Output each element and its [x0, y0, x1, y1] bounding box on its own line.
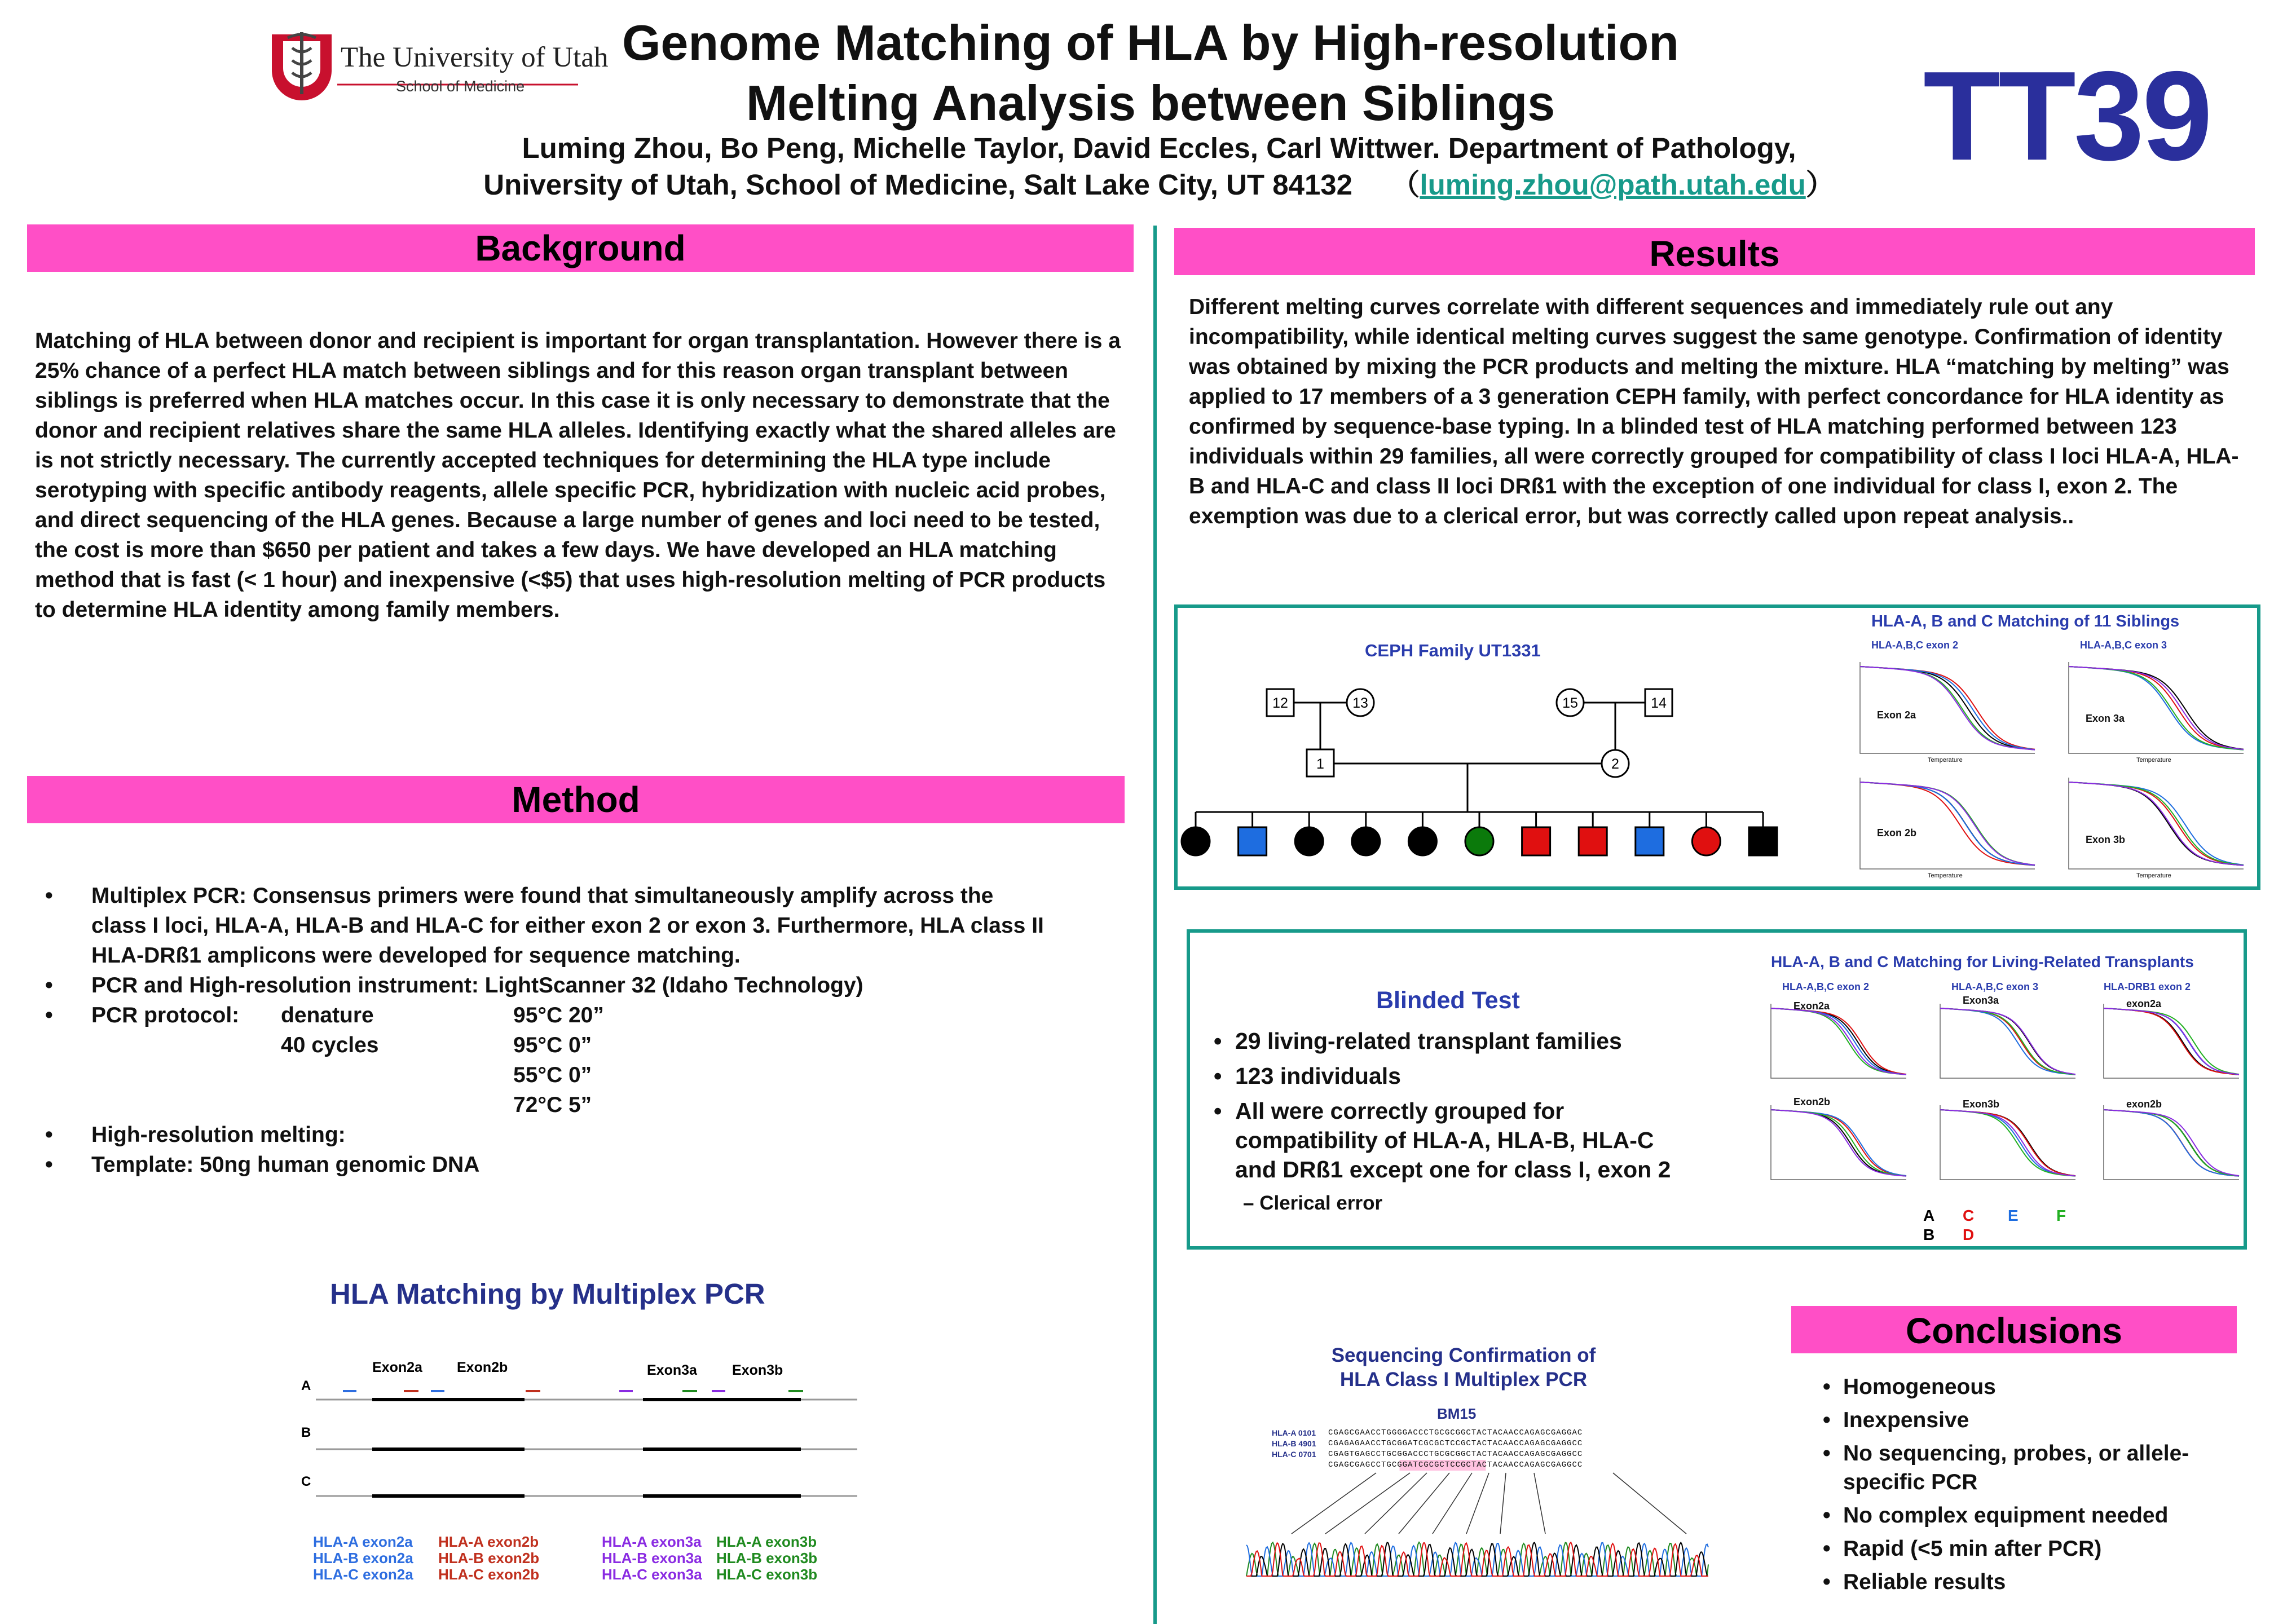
background-heading: Background — [27, 224, 1134, 272]
panel-label: Exon 2b — [1877, 827, 1917, 839]
sequencing-title-line-1: Sequencing Confirmation of — [1331, 1344, 1596, 1366]
sequencing-figure — [1241, 1342, 1726, 1579]
melt-curve — [1860, 782, 2035, 865]
legend-item: HLA-A exon3a — [602, 1533, 702, 1550]
legend-a: A — [1923, 1207, 1935, 1224]
transplant-panel-3 — [2081, 995, 2245, 1091]
family-title: CEPH Family UT1331 — [1365, 641, 1541, 660]
plot-axes — [2069, 778, 2244, 869]
panel-label: Exon3b — [1963, 1098, 2000, 1110]
legend-item: HLA-B exon2b — [438, 1550, 540, 1566]
melt-curve — [1771, 1008, 1906, 1074]
panel-label: Exon2a — [1793, 1000, 1830, 1012]
email-link[interactable]: luming.zhou@path.utah.edu — [1420, 169, 1806, 201]
melt-curves — [1837, 769, 2041, 881]
melt-panel-exon3b — [2046, 769, 2249, 881]
melt-curve — [1860, 667, 2035, 749]
legend-col-exon3a — [602, 1534, 702, 1583]
results-heading: Results — [1174, 228, 2255, 275]
melt-curve — [2104, 1008, 2239, 1075]
authors-line-1: Luming Zhou, Bo Peng, Michelle Taylor, David Eccles, Carl Wittwer. Department of Pathology, — [522, 132, 1796, 164]
blinded-subitem: – Clerical error — [1243, 1192, 1383, 1214]
plot-axes — [2104, 1105, 2239, 1180]
melt-curve — [2069, 782, 2244, 865]
melt-curve — [2069, 782, 2244, 865]
melt-curve — [1771, 1008, 1906, 1075]
university-logo — [271, 31, 609, 104]
method-item-1: • Multiplex PCR: Consensus primers were found that simultaneously amplify across the class I loci, HLA-A, HLA-B and HLA-C for either exon 2 or exon 3. Furthermore, HLA class II HLA-DRß1 amplicons were developed for sequence matching. — [45, 884, 1044, 968]
melt-curve — [1940, 1110, 2075, 1176]
melt-curve — [2104, 1110, 2239, 1176]
legend-e: E — [2008, 1207, 2019, 1224]
plot-axes — [1860, 778, 2035, 869]
poster-id: TT39 — [1923, 45, 2211, 187]
melt-curve — [2069, 667, 2244, 750]
transplant-chart-title: HLA-A, B and C Matching for Living-Related Transplants — [1771, 953, 2194, 970]
x-axis-label: Temperature — [2136, 872, 2171, 879]
pedigree-label-12: 12 — [1272, 695, 1288, 711]
multiplex-figure — [293, 1272, 880, 1593]
sibling-circle — [1182, 827, 1210, 855]
melt-curve — [2104, 1008, 2239, 1074]
method-item-5: • Template: 50ng human genomic DNA — [45, 1153, 480, 1177]
authors — [440, 130, 1878, 203]
pcr-protocol: PCR protocol: denature 95°C 20” 40 cycles 95°C 0” 55°C 0” 72°C 5” — [91, 1003, 604, 1117]
legend-col-exon3b — [716, 1534, 817, 1583]
email-open-paren: （ — [1391, 169, 1420, 201]
affiliation: University of Utah, School of Medicine, Salt Lake City, UT 84132 — [483, 169, 1353, 201]
legend-d: D — [1963, 1226, 1975, 1243]
melt-panel-exon2a — [1837, 653, 2041, 766]
melt-curve — [2069, 782, 2244, 866]
legend-item: HLA-A exon2b — [438, 1533, 539, 1550]
exon-blocks — [372, 1400, 801, 1496]
legend-f: F — [2056, 1207, 2066, 1224]
siblings-sub-exon2: HLA-A,B,C exon 2 — [1871, 639, 1959, 651]
results-text: Different melting curves correlate with different sequences and immediately rule out any incompatibility, while identical melting curves suggest the same genotype. Confirmation of identity was obtained by mixing the PCR products and melting the mixture. HLA “matching by melting” was applied to 17 members of a 3 generation CEPH family, with perfect concordance for HLA identity as confirmed by sequence-base typing. In a blinded test of HLA matching performed between 123 individuals within 29 families, all were correctly grouped for compatibility of class I loci HLA-A, HLA-B and HLA-C and class II loci DRß1 with the exception of one individual for class I, exon 2. The exemption was due to a clerical error, but was correctly called upon repeat analysis.. — [1189, 295, 2239, 528]
conclusion-item: • Inexpensive — [1823, 1408, 1969, 1432]
sibling-circle — [1295, 827, 1323, 855]
sequencing-title-line-2: HLA Class I Multiplex PCR — [1339, 1369, 1588, 1391]
exon3a-label: Exon3a — [647, 1362, 697, 1378]
conclusions-list — [1823, 1373, 2240, 1601]
university-name: The University of Utah — [341, 42, 609, 73]
pedigree-label-2: 2 — [1611, 756, 1619, 772]
plot-axes — [1771, 1004, 1906, 1078]
melt-curves — [2046, 653, 2249, 766]
sample-id: BM15 — [1437, 1405, 1477, 1422]
plot-axes — [1940, 1105, 2075, 1180]
row-a-label: A — [301, 1378, 311, 1393]
sequence-alignment — [1272, 1428, 1583, 1471]
melt-curves — [1918, 995, 2081, 1091]
plot-axes — [1771, 1105, 1906, 1180]
exon3b-label: Exon3b — [732, 1362, 783, 1378]
melt-curve — [1860, 667, 2035, 750]
conclusion-item: • No sequencing, probes, or allele-specific PCR — [1823, 1441, 2189, 1494]
alignment-row: HLA-A 0101 CGAGCGAACCTGGGGACCCTGCGCGGCTACTACAACCAGAGCGAGGAC — [1272, 1428, 1583, 1437]
method-list — [45, 881, 1105, 1180]
pedigree-diagram — [1178, 608, 1826, 890]
sibling-circle — [1408, 827, 1436, 855]
column-divider — [1153, 226, 1157, 1624]
blinded-list — [1214, 1026, 1699, 1218]
legend-b: B — [1923, 1226, 1935, 1243]
melt-curve — [1771, 1008, 1906, 1075]
column-header-exon2: HLA-A,B,C exon 2 — [1782, 981, 1870, 992]
alignment-row: CGAGCGAGCCTGCGGATCGCGCTCCGCTACTACAACCAGAGCGAGGCC — [1328, 1460, 1583, 1469]
melt-curve — [1771, 1110, 1906, 1176]
blinded-item-3: • All were correctly grouped for compatibility of HLA-A, HLA-B, HLA-C and DRß1 except one for class I, exon 2 — [1214, 1098, 1671, 1182]
legend-item: HLA-B exon2a — [313, 1550, 413, 1566]
row-b-label: B — [301, 1425, 311, 1440]
multiplex-title: HLA Matching by Multiplex PCR — [330, 1278, 765, 1310]
melt-curves — [1748, 1096, 1912, 1192]
melt-curve — [2069, 782, 2244, 866]
melt-curve — [1860, 667, 2035, 749]
exon2b-label: Exon2b — [457, 1360, 508, 1375]
melt-curve — [2069, 667, 2244, 749]
legend-item: HLA-C exon3a — [602, 1566, 702, 1583]
melt-curves — [2046, 769, 2249, 881]
conclusion-item: • Rapid (<5 min after PCR) — [1823, 1537, 2102, 1561]
transplant-panel-2 — [1918, 995, 2081, 1091]
column-header-drb1: HLA-DRB1 exon 2 — [2104, 981, 2191, 992]
legend-item: HLA-C exon2a — [313, 1566, 413, 1583]
transplant-panel-5 — [1918, 1096, 2081, 1192]
melt-curves — [2081, 1096, 2245, 1192]
melt-curves — [1918, 1096, 2081, 1192]
method-item-3: • PCR protocol: denature 95°C 20” 40 cycles 95°C 0” 55°C 0” 72°C 5” — [45, 1000, 1105, 1120]
panel-label: Exon 3a — [2086, 713, 2125, 724]
title-line-2: Melting Analysis between Siblings — [746, 75, 1555, 131]
sibling-square — [1522, 827, 1550, 855]
legend-item: HLA-C exon3b — [716, 1566, 818, 1583]
pedigree-label-1: 1 — [1316, 756, 1324, 772]
blinded-test-box — [1187, 929, 2247, 1250]
legend-c: C — [1963, 1207, 1975, 1224]
legend-col-exon2a — [313, 1534, 413, 1583]
melt-curve — [1771, 1008, 1906, 1074]
alignment-row: HLA-C 0701 CGAGTGAGCCTGCGGACCCTGCGCGGCTACTACAACCAGAGCGAGGCC — [1272, 1450, 1583, 1459]
melt-curve — [2069, 667, 2244, 749]
legend-item: HLA-B exon3a — [602, 1550, 702, 1566]
plot-axes — [2069, 662, 2244, 753]
melt-curve — [2104, 1110, 2239, 1176]
background-text: Matching of HLA between donor and recipient is important for organ transplantation. However there is a 25% chance of a perfect HLA match between siblings and for this reason organ transplant between siblings is preferred when HLA matches occur. In this case it is only necessary to demonstrate that the donor and recipient relatives share the same HLA alleles. Identifying exactly what the shared alleles are is not strictly necessary. The currently accepted techniques for determining the HLA type include serotyping with specific antibody reagents, allele specific PCR, hybridization with nucleic acid probes, and direct sequencing of the HLA genes. Because a large number of genes and loci need to be tested, the cost is more than $650 per patient and takes a few days. We have developed an HLA matching method that is fast (< 1 hour) and inexpensive (<$5) that uses high-resolution melting of PCR products to determine HLA identity among family members. — [35, 329, 1121, 622]
sibling-square — [1579, 827, 1607, 855]
conclusions-heading: Conclusions — [1791, 1306, 2237, 1353]
siblings-title: HLA-A, B and C Matching of 11 Siblings — [1871, 612, 2180, 630]
pedigree-label-15: 15 — [1562, 695, 1578, 711]
melt-curve — [1860, 667, 2035, 749]
panel-label: Exon 2a — [1877, 709, 1916, 721]
transplant-panel-1 — [1748, 995, 1912, 1091]
chromatogram — [1241, 1472, 1726, 1579]
transplant-panel-6 — [2081, 1096, 2245, 1192]
panel-label: Exon 3b — [2086, 834, 2126, 845]
x-axis-label: Temperature — [2136, 757, 2171, 764]
transplant-panel-4 — [1748, 1096, 1912, 1192]
plot-axes — [1940, 1004, 2075, 1078]
poster-title — [615, 12, 1686, 133]
melt-panel-exon3a — [2046, 653, 2249, 766]
melt-curve — [2069, 782, 2244, 865]
sibling-square — [1749, 827, 1777, 855]
legend-item: HLA-B exon3b — [716, 1550, 818, 1566]
legend-col-exon2b — [438, 1534, 539, 1583]
method-heading: Method — [27, 776, 1125, 823]
melt-curve — [2104, 1110, 2239, 1176]
x-axis-label: Temperature — [1928, 757, 1963, 764]
conclusion-item: • Homogeneous — [1823, 1375, 1996, 1399]
melt-curve — [2069, 667, 2244, 749]
sibling-symbols — [1182, 812, 1777, 855]
melt-curve — [1860, 667, 2035, 750]
melt-curve — [2104, 1008, 2239, 1075]
row-c-label: C — [301, 1474, 311, 1489]
exon2a-label: Exon2a — [372, 1360, 422, 1375]
legend-item: HLA-A exon3b — [716, 1533, 817, 1550]
melt-curve — [2104, 1008, 2239, 1074]
melt-panel-exon2b — [1837, 769, 2041, 881]
blinded-item-2: • 123 individuals — [1214, 1063, 1401, 1089]
panel-label: exon2a — [2126, 998, 2162, 1009]
panel-label: Exon2b — [1793, 1096, 1831, 1107]
title-line-1: Genome Matching of HLA by High-resolution — [622, 15, 1680, 70]
melt-curve — [1771, 1008, 1906, 1075]
email-close-paren: ） — [1805, 169, 1835, 201]
siblings-sub-exon3: HLA-A,B,C exon 3 — [2080, 639, 2167, 651]
blinded-item-1: • 29 living-related transplant families — [1214, 1028, 1622, 1054]
melt-curves — [1748, 995, 1912, 1091]
conclusion-item: • Reliable results — [1823, 1570, 2006, 1594]
panel-label: Exon3a — [1963, 995, 1999, 1006]
alignment-row: HLA-B 4901 CGAGAGAACCTGCGGATCGCGCTCCGCTACTACAACCAGAGCGAGGCC — [1272, 1439, 1583, 1448]
blinded-title: Blinded Test — [1376, 987, 1520, 1014]
sibling-square — [1636, 827, 1664, 855]
plot-axes — [2104, 1004, 2239, 1078]
method-item-2: • PCR and High-resolution instrument: LightScanner 32 (Idaho Technology) — [45, 973, 863, 998]
legend-item: HLA-A exon2a — [313, 1533, 413, 1550]
panel-label: exon2b — [2126, 1098, 2162, 1110]
melt-curve — [1940, 1008, 2075, 1074]
sibling-circle — [1352, 827, 1380, 855]
pedigree-label-14: 14 — [1651, 695, 1667, 711]
sequencing-title — [1241, 1343, 1686, 1392]
school-name: School of Medicine — [396, 78, 525, 95]
conclusion-item: • No complex equipment needed — [1823, 1503, 2169, 1528]
sibling-circle — [1692, 827, 1720, 855]
method-item-4: • High-resolution melting: — [45, 1123, 346, 1147]
melt-curve — [2104, 1110, 2239, 1176]
family-figure-box — [1174, 604, 2260, 890]
pedigree-label-13: 13 — [1352, 695, 1368, 711]
plot-axes — [1860, 662, 2035, 753]
column-header-exon3: HLA-A,B,C exon 3 — [1951, 981, 2039, 992]
x-axis-label: Temperature — [1928, 872, 1963, 879]
authors-line-2 — [440, 166, 1878, 203]
melt-curve — [2104, 1110, 2239, 1176]
melt-curve — [2104, 1008, 2239, 1074]
sibling-circle — [1465, 827, 1493, 855]
melt-curves — [2081, 995, 2245, 1091]
sibling-square — [1239, 827, 1267, 855]
melt-curves — [1837, 653, 2041, 766]
legend-item: HLA-C exon2b — [438, 1566, 540, 1583]
